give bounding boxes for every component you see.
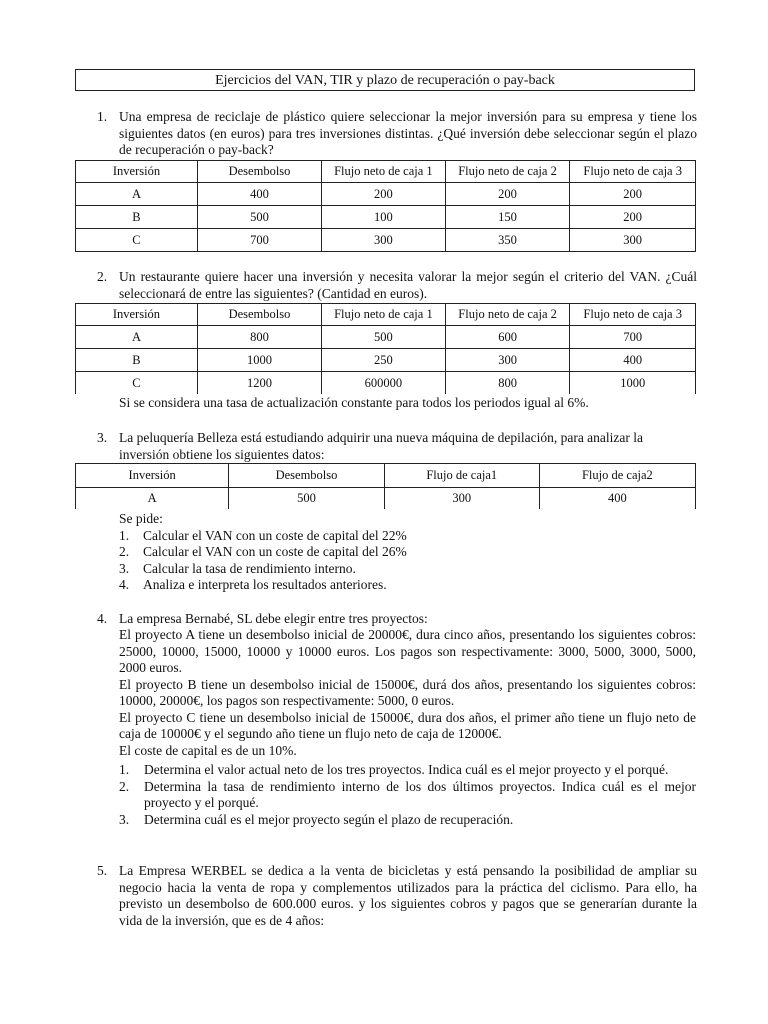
- list-text: Determina el valor actual neto de los tres proyectos. Indica cuál es el mejor proyecto y el porqué.: [144, 762, 669, 777]
- question-note: Si se considera una tasa de actualización constante para todos los periodos igual al 6%.: [119, 395, 589, 410]
- table-cell: 500: [229, 488, 384, 510]
- list-text: Determina la tasa de rendimiento interno de los dos últimos proyectos. Indica cuál es el mejor proyecto y el porqué.: [144, 778, 696, 810]
- header-cell: Inversión: [76, 161, 198, 183]
- table-cell: 250: [322, 349, 446, 372]
- table-cell: 300: [384, 488, 539, 510]
- list-text: Calcular el VAN con un coste de capital del 26%: [143, 544, 407, 559]
- header-cell: Inversión: [76, 464, 229, 488]
- list-text: Analiza e interpreta los resultados anteriores.: [143, 577, 387, 592]
- table-cell: 1200: [197, 372, 321, 395]
- header-cell: Flujo neto de caja 1: [322, 161, 446, 183]
- list-number: 1.: [119, 762, 130, 777]
- table-cell: 100: [322, 206, 446, 229]
- q3-subitems: [119, 511, 697, 594]
- project-c-text: El proyecto C tiene un desembolso inicial de 15000€, dura dos años, el primer año tiene un flujo neto de caja de 10000€ y el segundo año tiene un flujo neto de caja de 12000€.: [119, 709, 696, 741]
- table-cell: 700: [197, 229, 321, 252]
- table-cell: 200: [445, 183, 570, 206]
- list-number: 3.: [119, 811, 130, 827]
- header-cell: Desembolso: [197, 304, 321, 326]
- question-2: [97, 269, 697, 302]
- list-number: 1.: [119, 527, 130, 543]
- question-4: [97, 611, 697, 628]
- capital-cost-text: El coste de capital es de un 10%.: [119, 742, 297, 758]
- list-item: [119, 528, 697, 545]
- question-text: La empresa Bernabé, SL debe elegir entre tres proyectos:: [119, 611, 428, 626]
- table-cell: 1000: [197, 349, 321, 372]
- header-cell: Flujo neto de caja 2: [445, 161, 570, 183]
- question-number: 4.: [97, 611, 108, 626]
- table-row: [76, 349, 696, 372]
- table-cell: 350: [445, 229, 570, 252]
- q4-subitems: [119, 762, 696, 828]
- table-row: [76, 488, 696, 510]
- question-number: 3.: [97, 430, 108, 445]
- table-cell: 600: [445, 326, 570, 349]
- list-item: [119, 762, 696, 779]
- table-row: [76, 206, 696, 229]
- table-cell: 200: [570, 206, 696, 229]
- project-a-text: El proyecto A tiene un desembolso inicial de 20000€, dura cinco años, presentando los siguientes cobros: 25000, 10000, 15000, 10000 y 10000 euros. Los pagos son respectivamente: 3000, 5000, 3000, 5000, 2000 euros.: [119, 627, 696, 675]
- table-q2: [75, 303, 696, 394]
- header-cell: Flujo neto de caja 3: [570, 161, 696, 183]
- table-cell: 300: [322, 229, 446, 252]
- list-number: 2.: [119, 544, 130, 559]
- header-cell: Flujo de caja1: [384, 464, 539, 488]
- header-cell: Flujo de caja2: [539, 464, 695, 488]
- header-cell: Desembolso: [229, 464, 384, 488]
- question-1: [97, 109, 697, 159]
- list-item: [119, 779, 696, 812]
- table-cell: 200: [322, 183, 446, 206]
- table-row: [76, 229, 696, 252]
- table-cell: 150: [445, 206, 570, 229]
- question-text: Un restaurante quiere hacer una inversión y necesita valorar la mejor según el criterio del VAN. ¿Cuál seleccionará de entre las siguientes? (Cantidad en euros).: [119, 269, 697, 301]
- table-row: [76, 372, 696, 395]
- list-number: 4.: [119, 577, 130, 592]
- header-cell: Flujo neto de caja 3: [570, 304, 696, 326]
- table-cell: 400: [197, 183, 321, 206]
- table-cell: 800: [197, 326, 321, 349]
- project-b-text: El proyecto B tiene un desembolso inicial de 15000€, durá dos años, presentando los siguientes cobros: 10000, 20000€, los pagos son respectivamente: 5000, 0 euros.: [119, 676, 696, 708]
- list-item: [119, 812, 696, 829]
- table-cell: 600000: [322, 372, 446, 395]
- table-cell: A: [76, 488, 229, 510]
- table-q1: [75, 160, 696, 252]
- question-number: 5.: [97, 863, 108, 878]
- table-cell: 400: [539, 488, 695, 510]
- table-header-row: [76, 304, 696, 326]
- list-text: Determina cuál es el mejor proyecto según el plazo de recuperación.: [144, 811, 514, 827]
- table-cell: 300: [570, 229, 696, 252]
- table-cell: 200: [570, 183, 696, 206]
- table-cell: B: [76, 206, 198, 229]
- list-text: Calcular el VAN con un coste de capital del 22%: [143, 527, 407, 543]
- table-cell: A: [76, 326, 198, 349]
- table-cell: C: [76, 372, 198, 395]
- table-cell: 800: [445, 372, 570, 395]
- q4-paragraphs: [119, 627, 696, 759]
- table-q3: [75, 463, 696, 509]
- list-item: [119, 561, 697, 578]
- question-5: [97, 863, 697, 929]
- se-pide-label: Se pide:: [119, 511, 163, 526]
- table-header-row: [76, 161, 696, 183]
- header-cell: Inversión: [76, 304, 198, 326]
- table-cell: 500: [322, 326, 446, 349]
- table-cell: C: [76, 229, 198, 252]
- list-text: Calcular la tasa de rendimiento interno.: [143, 560, 356, 576]
- question-text: La Empresa WERBEL se dedica a la venta de bicicletas y está pensando la posibilidad de ampliar su negocio hacia la venta de ropa y complementos utilizados para la práctica del ciclismo. Para ello, ha previsto un desembolso de 600.000 euros. y los siguientes cobros y pagos que se generarían durante la vida de la inversión, que es de 4 años:: [119, 863, 697, 928]
- list-number: 3.: [119, 560, 130, 576]
- question-number: 1.: [97, 109, 108, 124]
- header-cell: Flujo neto de caja 1: [322, 304, 446, 326]
- table-cell: 700: [570, 326, 696, 349]
- table-cell: 500: [197, 206, 321, 229]
- table-cell: B: [76, 349, 198, 372]
- header-cell: Flujo neto de caja 2: [445, 304, 570, 326]
- table-header-row: [76, 464, 696, 488]
- question-text: La peluquería Belleza está estudiando adquirir una nueva máquina de depilación, para analizar la inversión obtiene los siguientes datos:: [119, 430, 644, 462]
- list-item: [119, 577, 697, 594]
- table-cell: 1000: [570, 372, 696, 395]
- list-item: [119, 544, 697, 561]
- question-number: 2.: [97, 269, 108, 284]
- question-text: Una empresa de reciclaje de plástico quiere seleccionar la mejor inversión para su empresa y tiene los siguientes datos (en euros) para tres inversiones distintas. ¿Qué inversión debe seleccionar según el plazo de recuperación o pay-back?: [119, 109, 697, 157]
- table-cell: A: [76, 183, 198, 206]
- table-cell: 300: [445, 349, 570, 372]
- table-row: [76, 183, 696, 206]
- question-3: [97, 430, 697, 463]
- list-number: 2.: [119, 778, 130, 794]
- table-cell: 400: [570, 349, 696, 372]
- table-row: [76, 326, 696, 349]
- header-cell: Desembolso: [197, 161, 321, 183]
- document-title: Ejercicios del VAN, TIR y plazo de recuperación o pay-back: [75, 69, 695, 91]
